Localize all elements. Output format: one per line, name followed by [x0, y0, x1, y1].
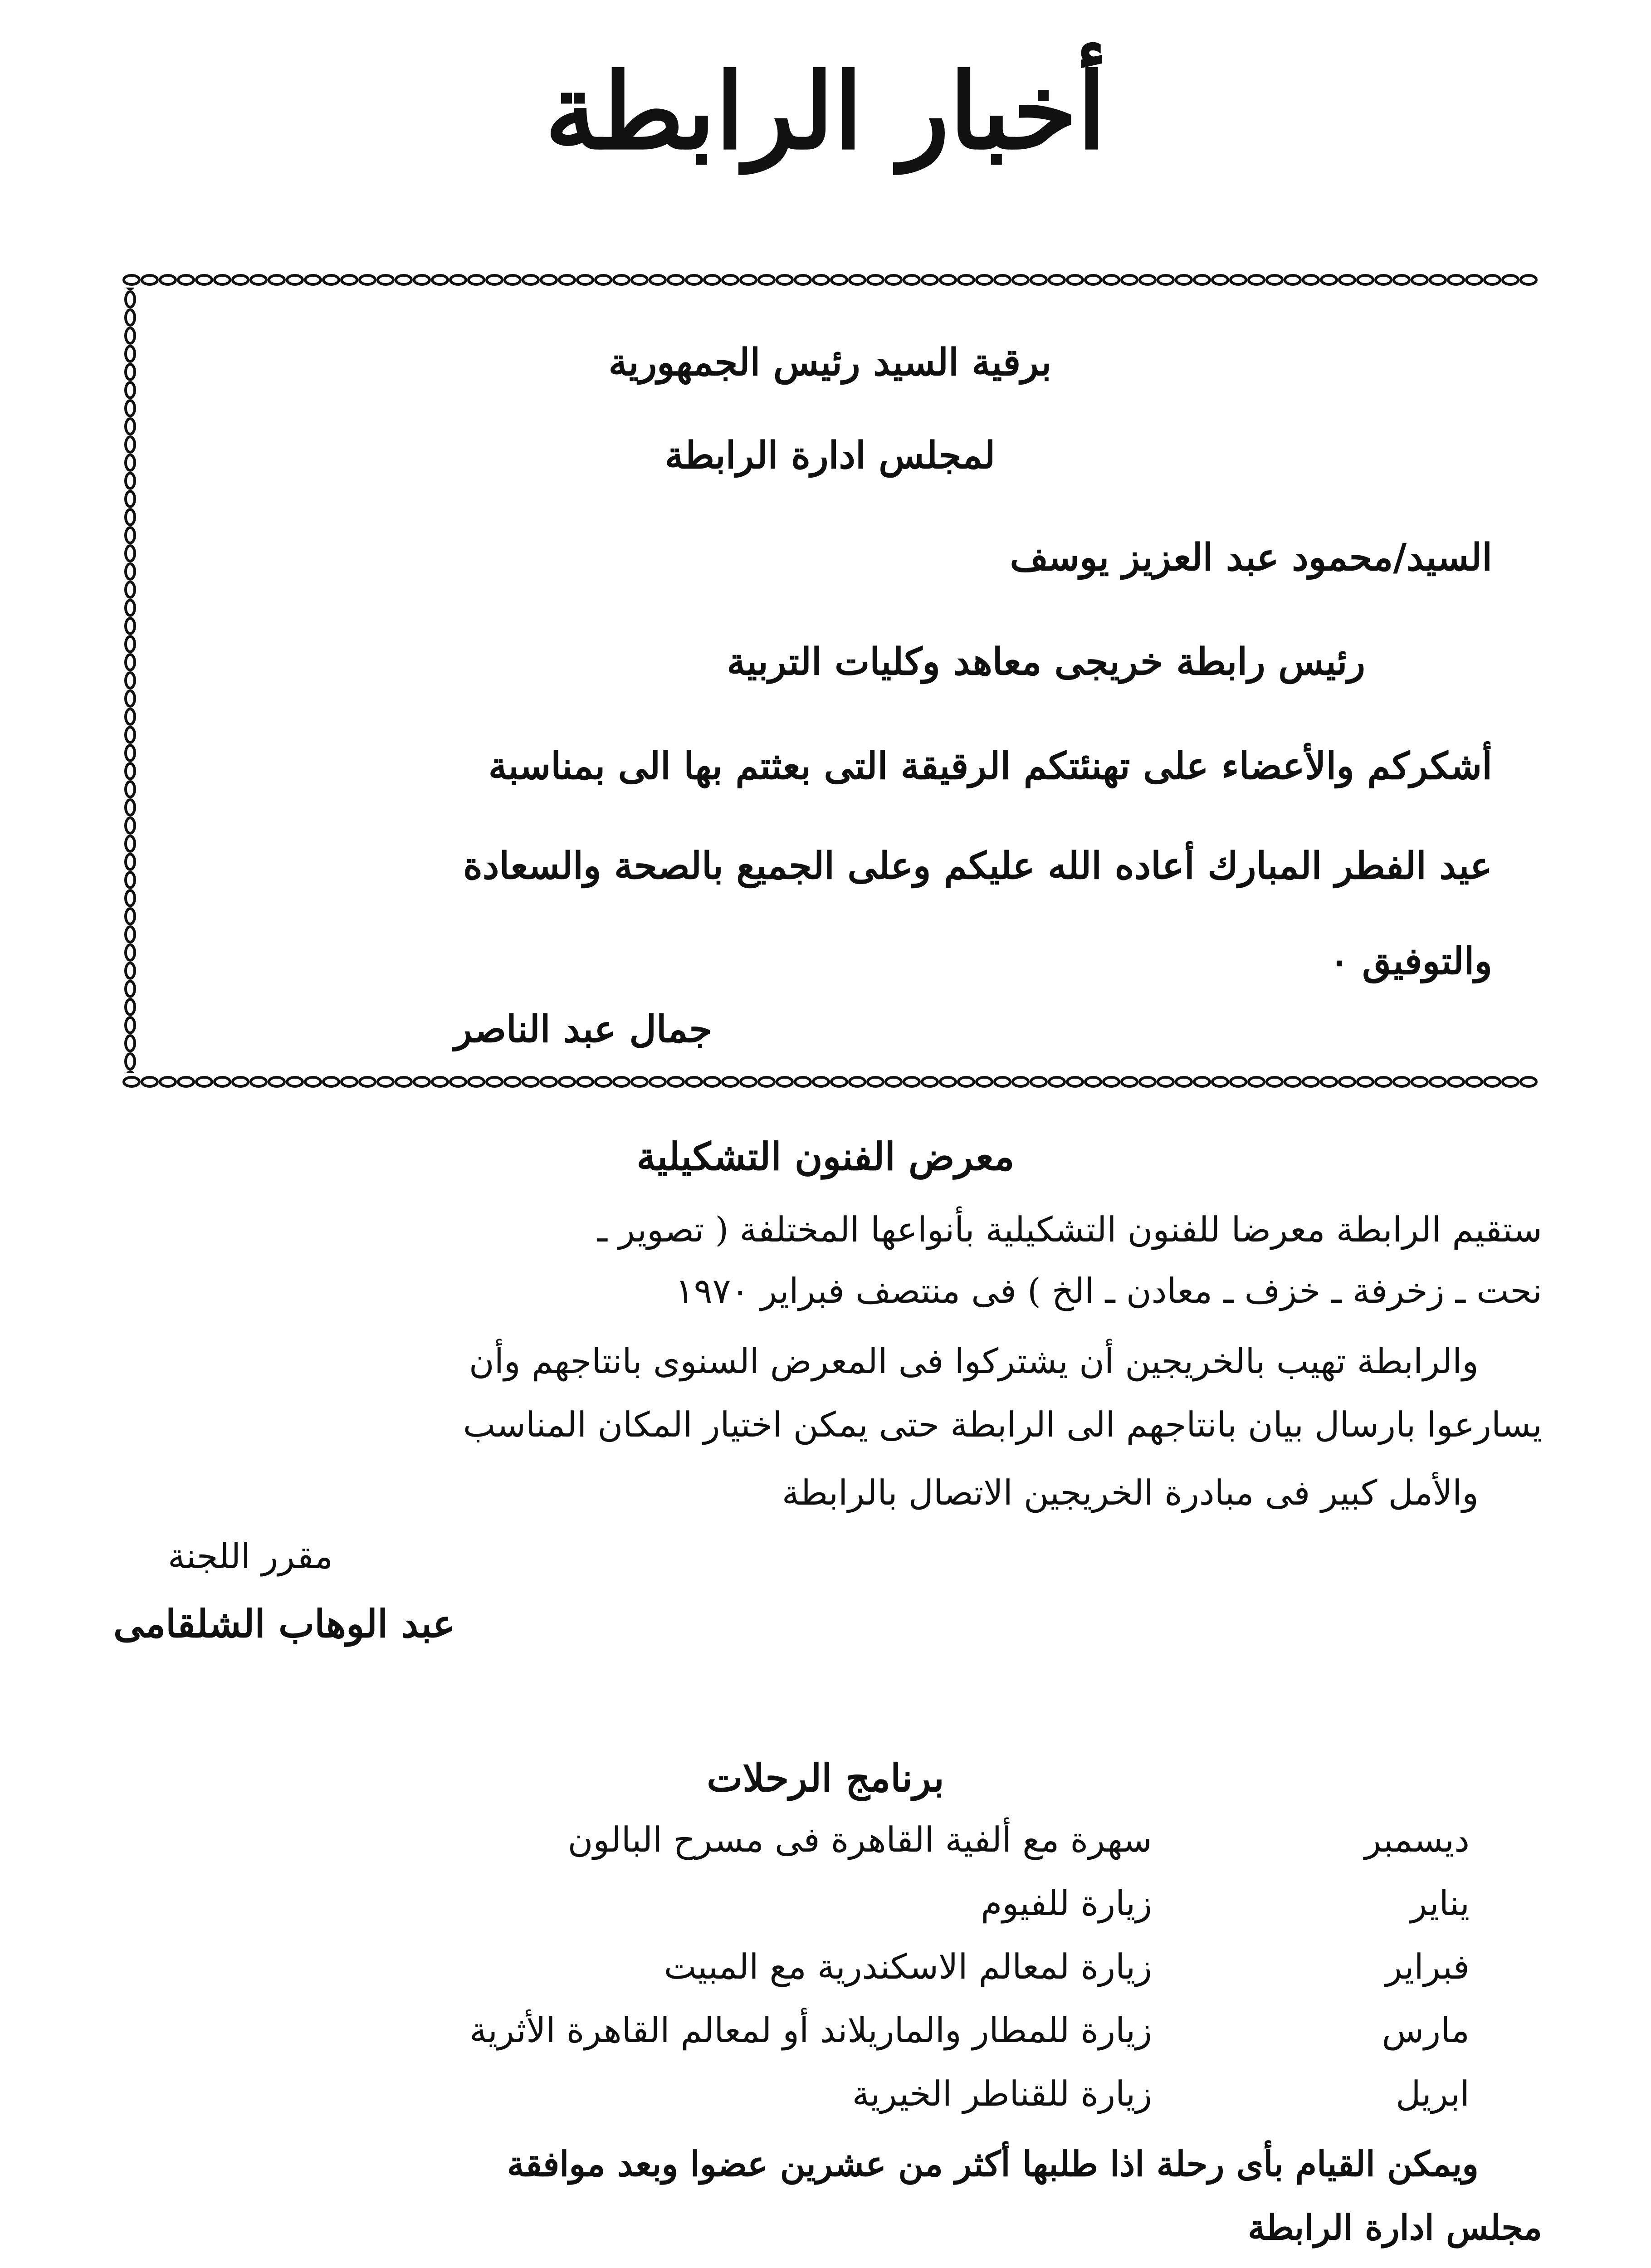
exhibition-heading: معرض الفنون التشكيلية — [636, 1134, 1015, 1179]
trip-description: زيارة للفيوم — [981, 1883, 1152, 1923]
trip-row — [0, 1882, 1651, 1937]
trip-description: زيارة للمطار والماريلاند أو لمعالم القاهرة الأثرية — [469, 2010, 1152, 2050]
trip-month: فبراير — [1385, 1946, 1470, 1987]
trips-note-line: مجلس ادارة الرابطة — [1248, 2207, 1542, 2248]
trip-month: ابريل — [1396, 2073, 1470, 2114]
border-left — [122, 288, 138, 1073]
exhibition-rapporteur-label: مقرر اللجنة — [168, 1536, 333, 1576]
trip-row — [0, 2073, 1651, 2127]
trip-description: سهرة مع ألفية القاهرة فى مسرح البالون — [567, 1819, 1152, 1860]
exhibition-rapporteur-name: عبد الوهاب الشلقامى — [113, 1601, 456, 1646]
exhibition-paragraph-line: نحت ـ زخرفة ـ خزف ـ معادن ـ الخ ) فى منتصف فبراير ١٩٧٠ — [675, 1271, 1542, 1311]
trip-row — [0, 1819, 1651, 1873]
trip-month: يناير — [1410, 1883, 1470, 1923]
exhibition-paragraph-line: والأمل كبير فى مبادرة الخريجين الاتصال بالرابطة — [782, 1472, 1479, 1513]
telegram-recipient: لمجلس ادارة الرابطة — [664, 434, 996, 477]
trips-note-line: ويمكن القيام بأى رحلة اذا طلبها أكثر من عشرين عضوا وبعد موافقة — [507, 2144, 1479, 2184]
trip-description: زيارة لمعالم الاسكندرية مع المبيت — [664, 1946, 1152, 1987]
exhibition-paragraph-line: ستقيم الرابطة معرضا للفنون التشكيلية بأنواعها المختلفة ( تصوير ـ — [597, 1209, 1542, 1250]
trip-month: ديسمبر — [1364, 1819, 1470, 1860]
border-top — [122, 272, 1538, 288]
exhibition-paragraph-line: يسارعوا بارسال بيان بانتاجهم الى الرابطة حتى يمكن اختيار المكان المناسب — [463, 1404, 1542, 1445]
exhibition-paragraph-line: والرابطة تهيب بالخريجين أن يشتركوا فى المعرض السنوى بانتاجهم وأن — [469, 1341, 1479, 1381]
telegram-signature: جمال عبد الناصر — [454, 1007, 712, 1051]
telegram-addressee-name: السيد/محمود عبد العزيز يوسف — [1010, 536, 1492, 579]
trip-row — [0, 2009, 1651, 2064]
border-bottom — [122, 1073, 1538, 1089]
trip-row — [0, 1946, 1651, 2000]
telegram-addressee-position: رئيس رابطة خريجى معاهد وكليات التربية — [727, 640, 1365, 684]
telegram-body-line: والتوفيق ٠ — [1329, 939, 1492, 983]
trip-description: زيارة للقناطر الخيرية — [852, 2073, 1152, 2114]
telegram-body-line: عيد الفطر المبارك أعاده الله عليكم وعلى الجميع بالصحة والسعادة — [463, 844, 1492, 888]
trip-month: مارس — [1382, 2010, 1470, 2050]
telegram-title: برقية السيد رئيس الجمهورية — [608, 341, 1052, 384]
masthead-title: أخبار الرابطة — [545, 50, 1106, 173]
telegram-box — [122, 272, 1538, 1089]
trips-heading: برنامج الرحلات — [707, 1755, 944, 1800]
telegram-body-line: أشكركم والأعضاء على تهنئتكم الرقيقة التى بعثتم بها الى بمناسبة — [488, 744, 1492, 788]
